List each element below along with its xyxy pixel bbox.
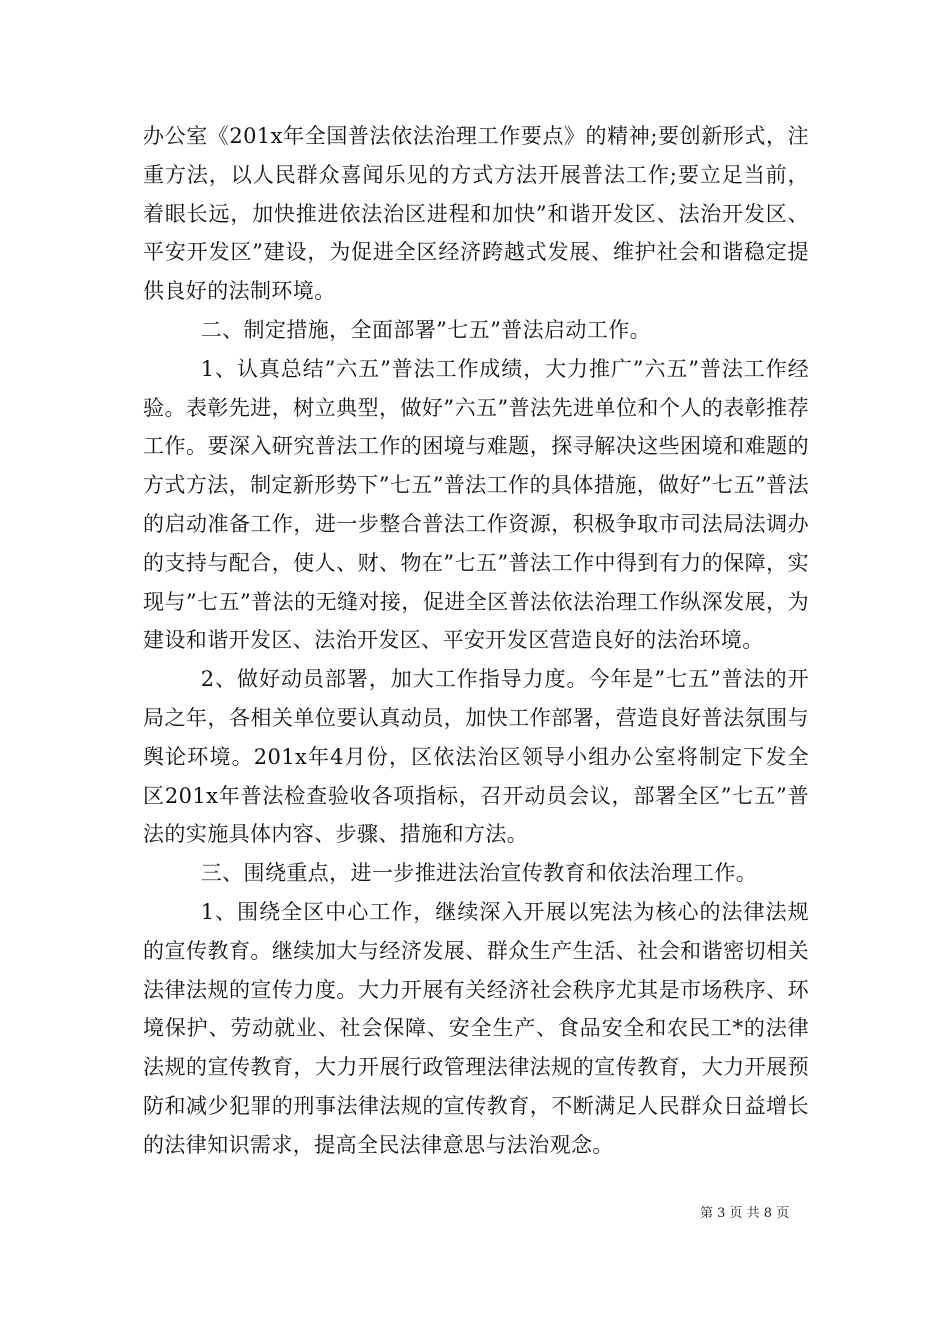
- paragraph-continuation: 办公室《201x年全国普法依法治理工作要点》的精神;要创新形式，注重方法，以人民群众喜闻乐见的方式方法开展普法工作;要立足当前，着眼长远，加快推进依法治区进程和加快”和谐开发区、法治开发区、平安开发区”建设，为促进全区经济跨越式发展、维护社会和谐稳定提供良好的法制环境。: [143, 124, 809, 304]
- paragraph-item-1: 1、认真总结”六五”普法工作成绩，大力推广”六五”普法工作经验。表彰先进，树立典型，做好”六五”普法先进单位和个人的表彰推荐工作。要深入研究普法工作的困境与难题，探寻解决这些困境和难题的方式方法，制定新形势下”七五”普法工作的具体措施，做好”七五”普法的启动准备工作，进一步整合普法工作资源，积极争取市司法局法调办的支持与配合，使人、财、物在”七五”普法工作中得到有力的保障，实现与”七五”普法的无缝对接，促进全区普法依法治理工作纵深发展，为建设和谐开发区、法治开发区、平安开发区营造良好的法治环境。: [143, 356, 809, 653]
- section-heading-three: 三、围绕重点，进一步推进法治宣传教育和依法治理工作。: [200, 861, 758, 886]
- paragraph-item-2: 2、做好动员部署，加大工作指导力度。今年是”七五”普法的开局之年，各相关单位要认真动员，加快工作部署，营造良好普法氛围与舆论环境。201x年4月份，区依法治区领导小组办公室将制定下发全区201x年普法检查验收各项指标，召开动员会议，部署全区”七五”普法的实施具体内容、步骤、措施和方法。: [143, 667, 809, 847]
- page-number-footer: 第 3 页 共 8 页: [700, 1206, 790, 1221]
- document-body: [143, 117, 809, 1165]
- paragraph-item-3-1: 1、围绕全区中心工作，继续深入开展以宪法为核心的法律法规的宣传教育。继续加大与经济发展、群众生产生活、社会和谐密切相关法律法规的宣传力度。大力开展有关经济社会秩序尤其是市场秩序、环境保护、劳动就业、社会保障、安全生产、食品安全和农民工*的法律法规的宣传教育，大力开展行政管理法律法规的宣传教育，大力开展预防和减少犯罪的刑事法律法规的宣传教育，不断满足人民群众日益增长的法律知识需求，提高全民法律意思与法治观念。: [143, 899, 809, 1157]
- section-heading-two: 二、制定措施，全面部署”七五”普法启动工作。: [200, 317, 652, 342]
